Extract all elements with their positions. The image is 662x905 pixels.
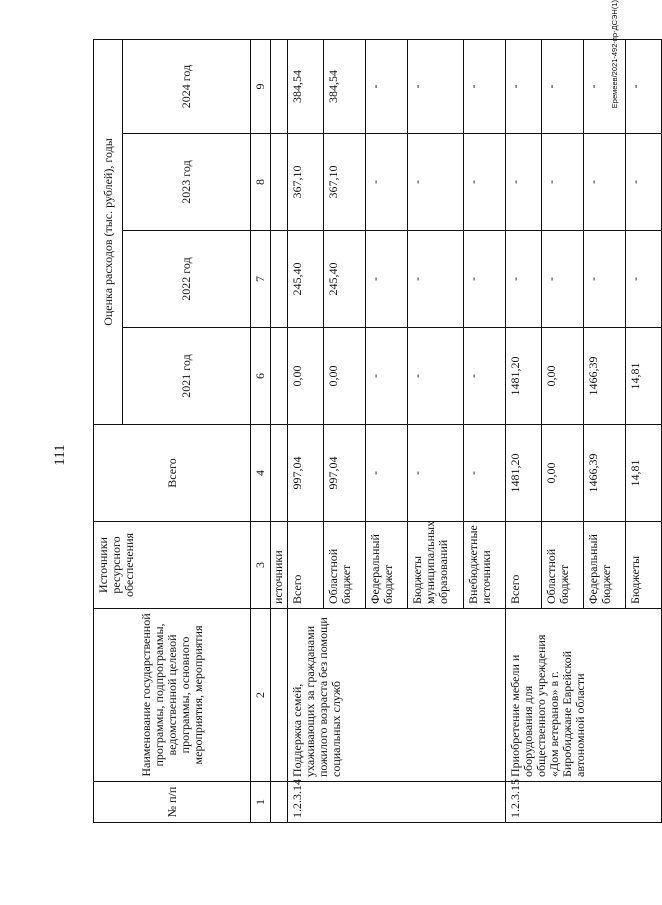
- column-number: 2: [251, 609, 271, 782]
- sources-label: источники: [271, 522, 288, 609]
- value-cell: 384,54: [324, 39, 366, 133]
- page-number: 111: [52, 444, 68, 466]
- value-cell: -: [542, 39, 584, 133]
- value-cell: 14,81: [626, 425, 662, 522]
- row-id: 1.2.3.15: [506, 782, 662, 823]
- column-number: 4: [251, 425, 271, 522]
- value-cell: 1466,39: [584, 425, 626, 522]
- table-row: [506, 39, 542, 822]
- value-cell: -: [542, 134, 584, 231]
- value-cell: -: [584, 39, 626, 133]
- value-cell: 997,04: [324, 425, 366, 522]
- source-cell: Областной бюджет: [324, 522, 366, 609]
- column-number: 6: [251, 328, 271, 425]
- header-source: Источники ресурсного обеспечения: [94, 522, 251, 609]
- source-cell: Всего: [506, 522, 542, 609]
- header-num: № п/п: [94, 782, 251, 823]
- value-cell: 997,04: [288, 425, 324, 522]
- source-cell: Областной бюджет: [542, 522, 584, 609]
- header-year-2022: 2022 год: [123, 231, 251, 328]
- source-cell: Бюджеты: [626, 522, 662, 609]
- value-cell: 245,40: [324, 231, 366, 328]
- value-cell: -: [366, 39, 408, 133]
- header-year-2024: 2024 год: [123, 39, 251, 133]
- value-cell: -: [408, 425, 464, 522]
- value-cell: -: [408, 134, 464, 231]
- budget-table: [93, 39, 662, 823]
- source-cell: Федеральный бюджет: [584, 522, 626, 609]
- column-number: 9: [251, 39, 271, 133]
- table-row: [288, 39, 324, 822]
- value-cell: -: [366, 328, 408, 425]
- header-year-2021: 2021 год: [123, 328, 251, 425]
- row-id: 1.2.3.14: [288, 782, 506, 823]
- value-cell: 0,00: [288, 328, 324, 425]
- value-cell: -: [584, 231, 626, 328]
- value-cell: -: [408, 39, 464, 133]
- value-cell: -: [464, 134, 506, 231]
- value-cell: 0,00: [324, 328, 366, 425]
- value-cell: -: [366, 425, 408, 522]
- value-cell: 1466,39: [584, 328, 626, 425]
- value-cell: -: [464, 328, 506, 425]
- value-cell: 367,10: [288, 134, 324, 231]
- value-cell: -: [464, 231, 506, 328]
- value-cell: -: [584, 134, 626, 231]
- source-cell: Внебюджетные источники: [464, 522, 506, 609]
- value-cell: -: [542, 231, 584, 328]
- value-cell: -: [626, 39, 662, 133]
- footer-doc-id: Еремеев/2021-492-пр-ДСЭН(1): [610, 0, 619, 109]
- value-cell: -: [408, 231, 464, 328]
- value-cell: -: [408, 328, 464, 425]
- value-cell: 14,81: [626, 328, 662, 425]
- value-cell: -: [506, 231, 542, 328]
- column-number: 8: [251, 134, 271, 231]
- source-cell: Бюджеты муниципальных образований: [408, 522, 464, 609]
- column-number: 3: [251, 522, 271, 609]
- header-year-2023: 2023 год: [123, 134, 251, 231]
- value-cell: -: [626, 231, 662, 328]
- value-cell: 367,10: [324, 134, 366, 231]
- value-cell: -: [464, 425, 506, 522]
- value-cell: 0,00: [542, 425, 584, 522]
- row-name: Поддержка семей, ухаживающих за гражданами пожилого возраста без помощи социальных служб: [288, 609, 506, 782]
- column-numbers-row: [251, 39, 271, 822]
- row-name: Приобретение мебели и оборудования для общественного учреждения «Дом ветеранов» в г. Биробиджане Еврейской автономной области: [506, 609, 662, 782]
- sources-label-row: [271, 39, 288, 822]
- header-name: Наименование государственной программы, подпрограммы, ведомственной целевой программы, основного мероприятия, мероприятия: [94, 609, 251, 782]
- header-estimate: Оценка расходов (тыс. рублей), годы: [94, 39, 123, 424]
- value-cell: -: [366, 134, 408, 231]
- source-cell: Всего: [288, 522, 324, 609]
- value-cell: 384,54: [288, 39, 324, 133]
- value-cell: -: [626, 134, 662, 231]
- header-total: Всего: [94, 425, 251, 522]
- value-cell: -: [464, 39, 506, 133]
- value-cell: 245,40: [288, 231, 324, 328]
- source-cell: Федеральный бюджет: [366, 522, 408, 609]
- column-number: 7: [251, 231, 271, 328]
- column-number: 1: [251, 782, 271, 823]
- value-cell: -: [506, 39, 542, 133]
- value-cell: 0,00: [542, 328, 584, 425]
- value-cell: 1481,20: [506, 328, 542, 425]
- value-cell: 1481,20: [506, 425, 542, 522]
- value-cell: -: [366, 231, 408, 328]
- value-cell: -: [506, 134, 542, 231]
